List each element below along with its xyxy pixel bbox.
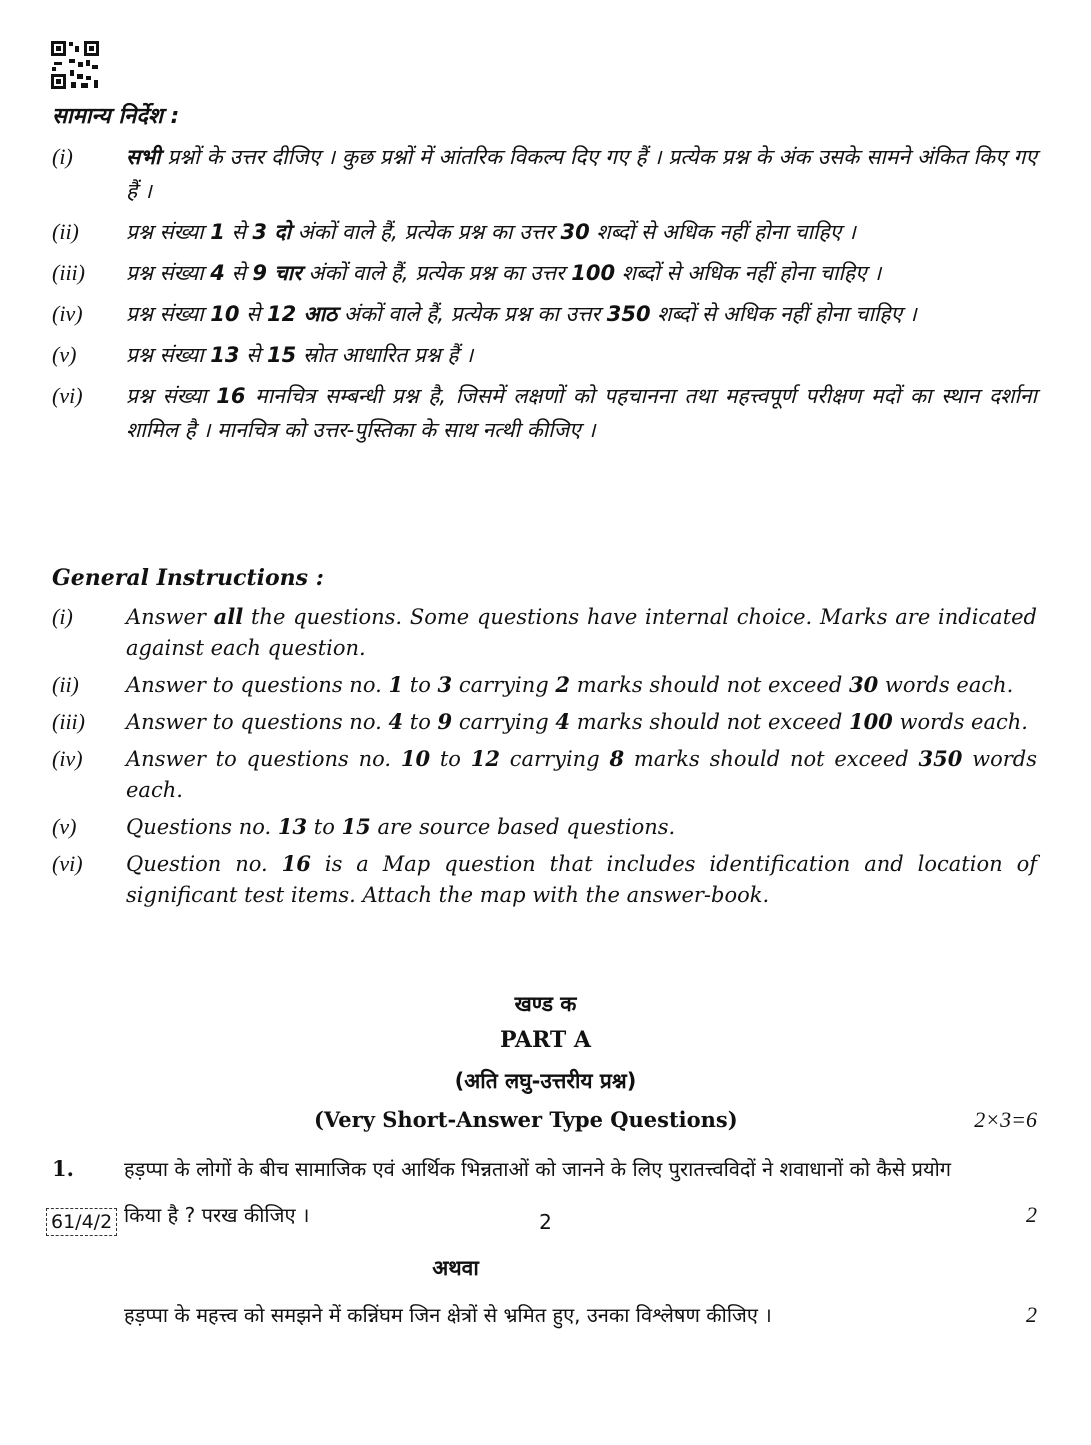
english-instruction-item-number: (ii) xyxy=(52,672,79,697)
english-instruction-item-text: Questions no. 13 to 15 are source based questions. xyxy=(126,814,676,839)
english-instruction-item-number: (iv) xyxy=(52,746,83,771)
hindi-instruction-item xyxy=(52,379,1037,447)
section-english-type: (Very Short-Answer Type Questions) xyxy=(314,1107,738,1132)
or-label: अथवा xyxy=(432,1256,479,1280)
english-instruction-item-number: (v) xyxy=(52,814,77,839)
hindi-instruction-item-number: (iii) xyxy=(52,260,85,285)
hindi-instruction-item-text: सभी प्रश्नों के उत्तर दीजिए । कुछ प्रश्नों में आंतरिक विकल्प दिए गए हैं । प्रत्येक प्रश्न के अंक उसके सामने अंकित किए गए हैं । xyxy=(126,145,1037,203)
english-instruction-item-text: Answer to questions no. 1 to 3 carrying 2 marks should not exceed 30 words each. xyxy=(126,672,1014,697)
hindi-instruction-item-text: प्रश्न संख्या 13 से 15 स्रोत आधारित प्रश्न हैं । xyxy=(126,343,474,367)
english-instruction-item-text: Question no. 16 is a Map question that includes identification and location of significant test items. Attach the map with the answer-book. xyxy=(126,851,1037,907)
qr-code-icon xyxy=(50,40,100,90)
hindi-instruction-item-text: प्रश्न संख्या 4 से 9 चार अंकों वाले हैं, प्रत्येक प्रश्न का उत्तर 100 शब्दों से अधिक नहीं होना चाहिए । xyxy=(126,261,882,285)
english-instructions-list xyxy=(52,601,1037,916)
alternative-question-text: हड़प्पा के महत्त्व को समझने में कन्निंघम जिन क्षेत्रों से भ्रमित हुए, उनका विश्लेषण कीजिए । xyxy=(124,1303,772,1327)
section-marks: 2×3=6 xyxy=(974,1107,1037,1132)
section-english-part: PART A xyxy=(499,1027,591,1053)
english-instruction-item xyxy=(52,706,1037,738)
hindi-instruction-item-text: प्रश्न संख्या 16 मानचित्र सम्बन्धी प्रश्न है, जिसमें लक्षणों को पहचानना तथा महत्त्वपूर्ण परीक्षण मदों का स्थान दर्शाना शामिल है । मानचित्र को उत्तर-पुस्तिका के साथ नत्थी कीजिए । xyxy=(126,384,1037,442)
english-instruction-item xyxy=(52,669,1037,701)
section-hindi-part: खण्ड क xyxy=(514,992,577,1016)
hindi-instruction-item-number: (ii) xyxy=(52,219,79,244)
english-instruction-item-number: (vi) xyxy=(52,851,83,876)
hindi-instruction-item-number: (iv) xyxy=(52,301,83,326)
hindi-instruction-item xyxy=(52,338,1037,372)
hindi-instruction-item-number: (i) xyxy=(52,144,73,169)
hindi-instruction-item xyxy=(52,297,1037,331)
english-instructions-heading: General Instructions : xyxy=(52,565,324,591)
question-number: 1. xyxy=(52,1156,74,1181)
alternative-question-marks: 2 xyxy=(1026,1302,1037,1327)
english-instruction-item-text: Answer to questions no. 4 to 9 carrying 4 marks should not exceed 100 words each. xyxy=(126,709,1028,734)
english-instruction-item xyxy=(52,601,1037,664)
hindi-instruction-item-text: प्रश्न संख्या 10 से 12 आठ अंकों वाले हैं, प्रत्येक प्रश्न का उत्तर 350 शब्दों से अधिक नहीं होना चाहिए । xyxy=(126,302,917,326)
english-instruction-item xyxy=(52,848,1037,911)
hindi-instruction-item xyxy=(52,140,1037,208)
hindi-instruction-item-text: प्रश्न संख्या 1 से 3 दो अंकों वाले हैं, प्रत्येक प्रश्न का उत्तर 30 शब्दों से अधिक नहीं होना चाहिए । xyxy=(126,220,856,244)
question-marks: 2 xyxy=(1026,1202,1037,1227)
hindi-instruction-item-number: (vi) xyxy=(52,383,83,408)
section-hindi-type: (अति लघु-उत्तरीय प्रश्न) xyxy=(454,1069,637,1093)
paper-code: 61/4/2 xyxy=(46,1208,117,1236)
english-instruction-item-text: Answer to questions no. 10 to 12 carrying 8 marks should not exceed 350 words each. xyxy=(126,746,1037,802)
hindi-instruction-item xyxy=(52,256,1037,290)
hindi-instructions-heading: सामान्य निर्देश : xyxy=(52,104,180,129)
english-instruction-item-number: (i) xyxy=(52,604,73,629)
english-instruction-item-text: Answer all the questions. Some questions have internal choice. Marks are indicated against each question. xyxy=(126,604,1038,660)
english-instruction-item xyxy=(52,743,1037,806)
english-instruction-item-number: (iii) xyxy=(52,709,85,734)
hindi-instruction-item xyxy=(52,215,1037,249)
question-text: हड़प्पा के लोगों के बीच सामाजिक एवं आर्थिक भिन्नताओं को जानने के लिए पुरातत्त्वविदों ने शवाधानों को कैसे प्रयोग किया है ? परख कीजिए । xyxy=(124,1157,952,1227)
page-number: 2 xyxy=(539,1210,552,1234)
hindi-instructions-list xyxy=(52,140,1037,454)
question-1-alternative xyxy=(52,1292,1037,1338)
english-instruction-item xyxy=(52,811,1037,843)
hindi-instruction-item-number: (v) xyxy=(52,342,77,367)
